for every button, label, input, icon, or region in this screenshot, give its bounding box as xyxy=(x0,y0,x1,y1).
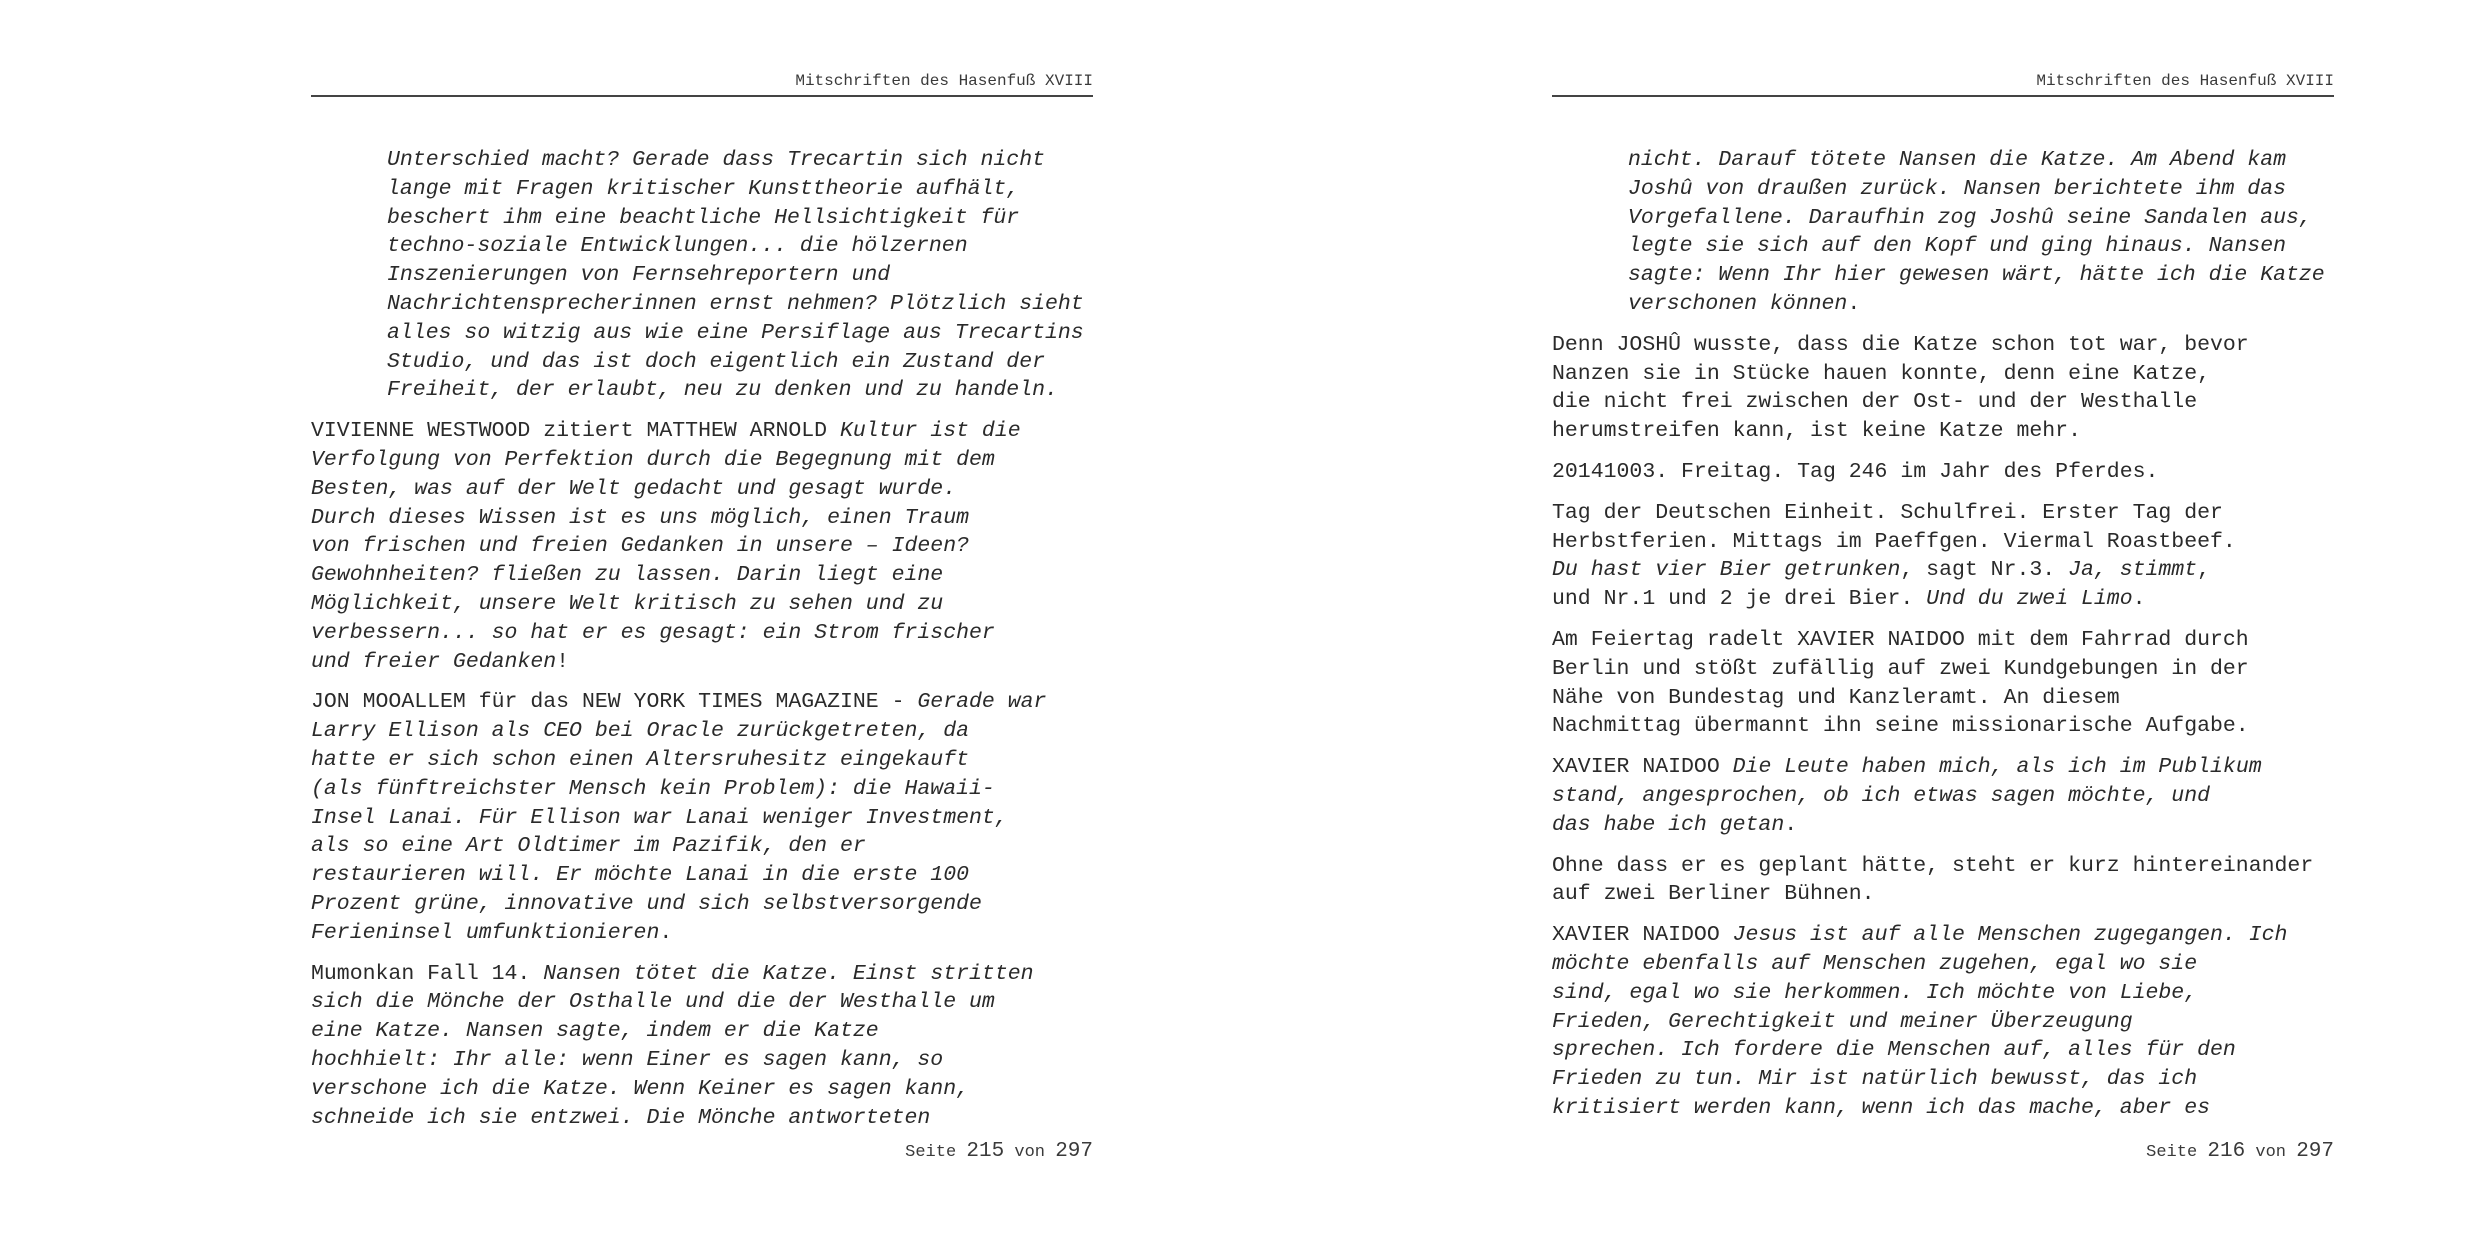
italic-text: und freier Gedanken xyxy=(311,649,557,674)
paragraph xyxy=(1552,458,2334,487)
text-segment: . xyxy=(659,920,673,945)
text-line xyxy=(311,475,1093,504)
text-line xyxy=(1628,204,2334,233)
italic-text: Unterschied macht? Gerade dass Trecartin sich nicht xyxy=(387,148,1046,172)
italic-text: Besten, was auf der Welt gedacht und gesagt wurde. xyxy=(311,476,957,501)
italic-text: kritisiert werden kann, wenn ich das mache, aber es xyxy=(1552,1095,2211,1120)
italic-text: restaurieren will. Er möchte Lanai in die erste 100 xyxy=(311,863,970,888)
text-line xyxy=(387,261,1093,290)
text-segment: Berlin und stößt zufällig auf zwei Kundgebungen in der xyxy=(1552,656,2249,681)
italic-text: alles so witzig aus wie eine Persiflage aus Trecartins xyxy=(387,320,1084,345)
text-line xyxy=(1552,782,2334,811)
italic-text: das habe ich getan xyxy=(1552,812,1785,837)
italic-text: als so eine Art Oldtimer im Pazifik, den er xyxy=(311,834,866,859)
text-line xyxy=(311,1104,1093,1133)
italic-text: Die Leute haben mich, als ich im Publikum xyxy=(1732,755,2262,780)
page-number: 215 xyxy=(966,1140,1005,1163)
italic-text: verbessern... so hat er es gesagt: ein Strom frischer xyxy=(311,620,995,645)
italic-text: techno-soziale Entwicklungen... die hölzernen xyxy=(387,234,968,259)
italic-text: hatte er sich schon einen Altersruhesitz eingekauft xyxy=(311,747,970,772)
text-segment: ! xyxy=(556,649,570,674)
text-line xyxy=(1628,261,2334,290)
text-line xyxy=(1552,753,2334,782)
footer-seite-label: Seite xyxy=(905,1143,957,1162)
text-segment: auf zwei Berliner Bühnen. xyxy=(1552,882,1875,907)
italic-text: sind, egal wo sie herkommen. Ich möchte von Liebe, xyxy=(1552,980,2198,1005)
italic-text: Vorgefallene. Daraufhin zog Joshû seine Sandalen aus, xyxy=(1628,205,2312,230)
paragraph xyxy=(1552,626,2334,741)
italic-text: Inszenierungen von Fernsehreportern und xyxy=(387,263,891,288)
text-line xyxy=(387,348,1093,377)
text-line xyxy=(311,590,1093,619)
text-segment: Denn JOSHÛ wusste, dass die Katze schon tot war, bevor xyxy=(1552,332,2249,357)
text-segment: und Nr.1 und 2 je drei Bier. xyxy=(1552,587,1927,612)
text-line xyxy=(1552,950,2334,979)
text-line xyxy=(387,290,1093,319)
text-line xyxy=(1552,852,2334,881)
text-line xyxy=(1552,921,2334,950)
text-segment: . xyxy=(1784,812,1798,837)
italic-text: Larry Ellison als CEO bei Oracle zurückgetreten, da xyxy=(311,719,970,744)
page-body xyxy=(1552,146,2334,1135)
italic-text: Gerade war xyxy=(917,690,1047,715)
paragraph xyxy=(311,146,1093,405)
italic-text: stand, angesprochen, ob ich etwas sagen möchte, und xyxy=(1552,783,2211,808)
italic-text: (als fünftreichster Mensch kein Problem): die Hawaii- xyxy=(311,776,995,801)
text-line xyxy=(1552,1065,2334,1094)
text-line xyxy=(387,319,1093,348)
text-line xyxy=(311,1017,1093,1046)
text-line xyxy=(1552,655,2334,684)
italic-text: Studio, und das ist doch eigentlich ein Zustand der xyxy=(387,349,1046,374)
text-line xyxy=(1552,684,2334,713)
italic-text: Möglichkeit, unsere Welt kritisch zu sehen und zu xyxy=(311,591,944,616)
italic-text: Ferieninsel umfunktionieren xyxy=(311,920,660,945)
text-line xyxy=(1552,417,2334,446)
text-segment: Herbstferien. Mittags im Paeffgen. Viermal Roastbeef. xyxy=(1552,529,2236,554)
italic-text: Prozent grüne, innovative und sich selbstversorgende xyxy=(311,891,982,916)
left-page xyxy=(311,0,1093,1240)
text-line xyxy=(311,532,1093,561)
text-line xyxy=(387,232,1093,261)
text-line xyxy=(1552,626,2334,655)
italic-text: Joshû von draußen zurück. Nansen berichtete ihm das xyxy=(1628,176,2287,201)
text-line xyxy=(311,648,1093,677)
text-line xyxy=(311,619,1093,648)
text-segment: Nanzen sie in Stücke hauen konnte, denn eine Katze, xyxy=(1552,361,2211,386)
text-line xyxy=(311,717,1093,746)
footer-von-label: von xyxy=(2255,1143,2286,1162)
page-body xyxy=(311,146,1093,1144)
text-segment: 20141003. Freitag. Tag 246 im Jahr des Pferdes. xyxy=(1552,459,2159,484)
footer-von-label: von xyxy=(1014,1143,1045,1162)
text-line xyxy=(1552,585,2334,614)
paragraph xyxy=(1552,146,2334,319)
text-line xyxy=(311,1075,1093,1104)
text-segment: Mumonkan Fall 14. xyxy=(311,961,544,986)
text-line xyxy=(311,861,1093,890)
text-segment: Ohne dass er es geplant hätte, steht er kurz hintereinander xyxy=(1552,853,2314,878)
italic-text: Du hast vier Bier getrunken xyxy=(1552,558,1901,583)
text-line xyxy=(1628,232,2334,261)
italic-text: Nachrichtensprecherinnen ernst nehmen? Plötzlich sieht xyxy=(387,291,1084,316)
italic-text: sprechen. Ich fordere die Menschen auf, alles für den xyxy=(1552,1038,2236,1063)
paragraph xyxy=(1552,753,2334,839)
text-line xyxy=(1552,712,2334,741)
italic-text: Gewohnheiten? fließen zu lassen. Darin liegt eine xyxy=(311,563,944,588)
italic-text: Ja, stimmt xyxy=(2068,558,2198,583)
text-line xyxy=(311,804,1093,833)
text-line xyxy=(1552,979,2334,1008)
text-segment: JON MOOALLEM für das NEW YORK TIMES MAGAZINE - xyxy=(311,690,918,715)
italic-text: sagte: Wenn Ihr hier gewesen wärt, hätte ich die Katze xyxy=(1628,263,2325,288)
paragraph xyxy=(1552,499,2334,614)
page-number: 216 xyxy=(2207,1140,2246,1163)
italic-text: verschone ich die Katze. Wenn Keiner es sagen kann, xyxy=(311,1076,970,1101)
text-segment: , sagt Nr.3. xyxy=(1900,558,2069,583)
text-segment: Am Feiertag radelt XAVIER NAIDOO mit dem Fahrrad durch xyxy=(1552,627,2249,652)
paragraph xyxy=(311,960,1093,1133)
running-header: Mitschriften des Hasenfuß XVIII xyxy=(1552,72,2334,97)
text-line xyxy=(311,504,1093,533)
text-segment: Nähe von Bundestag und Kanzleramt. An diesem xyxy=(1552,685,2120,710)
text-line xyxy=(1628,290,2334,319)
text-line xyxy=(311,960,1093,989)
text-segment: Nachmittag übermannt ihn seine missionarische Aufgabe. xyxy=(1552,714,2249,739)
text-segment: herumstreifen kann, ist keine Katze mehr. xyxy=(1552,419,2081,444)
text-line xyxy=(1552,528,2334,557)
text-line xyxy=(311,746,1093,775)
page-footer xyxy=(1552,1140,2334,1163)
text-line xyxy=(311,890,1093,919)
right-page xyxy=(1552,0,2334,1240)
text-line xyxy=(311,417,1093,446)
text-segment: XAVIER NAIDOO xyxy=(1552,923,1733,948)
text-line xyxy=(1628,175,2334,204)
italic-text: Verfolgung von Perfektion durch die Begegnung mit dem xyxy=(311,447,995,472)
page-total: 297 xyxy=(2296,1140,2334,1163)
text-line xyxy=(1552,1036,2334,1065)
paragraph xyxy=(1552,852,2334,910)
italic-text: legte sie sich auf den Kopf und ging hinaus. Nansen xyxy=(1628,234,2287,259)
italic-text: Freiheit, der erlaubt, neu zu denken und zu handeln. xyxy=(387,378,1058,403)
text-line xyxy=(311,561,1093,590)
italic-text: lange mit Fragen kritischer Kunsttheorie aufhält, xyxy=(387,176,1020,201)
paragraph xyxy=(1552,331,2334,446)
text-segment: XAVIER NAIDOO xyxy=(1552,755,1733,780)
italic-text: hochhielt: Ihr alle: wenn Einer es sagen kann, so xyxy=(311,1047,944,1072)
italic-text: von frischen und freien Gedanken in unsere – Ideen? xyxy=(311,534,970,559)
text-line xyxy=(387,204,1093,233)
italic-text: Frieden, Gerechtigkeit und meiner Überzeugung xyxy=(1552,1009,2133,1034)
text-line xyxy=(311,775,1093,804)
text-segment: die nicht frei zwischen der Ost- und der Westhalle xyxy=(1552,390,2198,415)
text-line xyxy=(311,988,1093,1017)
italic-text: Frieden zu tun. Mir ist natürlich bewusst, das ich xyxy=(1552,1067,2198,1092)
italic-text: verschonen können xyxy=(1628,291,1848,316)
text-line xyxy=(1552,556,2334,585)
italic-text: Jesus ist auf alle Menschen zugegangen. Ich xyxy=(1732,923,2288,948)
italic-text: nicht. Darauf tötete Nansen die Katze. Am Abend kam xyxy=(1628,148,2287,172)
italic-text: Insel Lanai. Für Ellison war Lanai weniger Investment, xyxy=(311,805,1008,830)
page-total: 297 xyxy=(1055,1140,1093,1163)
text-line xyxy=(311,919,1093,948)
text-line xyxy=(1552,1094,2334,1123)
italic-text: schneide ich sie entzwei. Die Mönche antworteten xyxy=(311,1105,931,1130)
paragraph xyxy=(311,688,1093,947)
text-line xyxy=(1552,1008,2334,1037)
page-footer xyxy=(311,1140,1093,1163)
italic-text: eine Katze. Nansen sagte, indem er die Katze xyxy=(311,1019,879,1044)
text-line xyxy=(387,376,1093,405)
text-segment: . xyxy=(1847,291,1861,316)
text-segment: , xyxy=(2197,558,2211,583)
italic-text: beschert ihm eine beachtliche Hellsichtigkeit für xyxy=(387,205,1020,230)
text-line xyxy=(387,175,1093,204)
italic-text: Und du zwei Limo xyxy=(1926,587,2133,612)
text-segment: Tag der Deutschen Einheit. Schulfrei. Erster Tag der xyxy=(1552,500,2223,525)
text-line xyxy=(1552,331,2334,360)
text-line xyxy=(1552,458,2334,487)
text-line xyxy=(1552,880,2334,909)
text-line xyxy=(311,1046,1093,1075)
paragraph xyxy=(1552,921,2334,1123)
text-line xyxy=(1628,146,2334,175)
text-line xyxy=(311,446,1093,475)
text-line xyxy=(311,832,1093,861)
text-line xyxy=(387,146,1093,175)
text-line xyxy=(1552,811,2334,840)
footer-seite-label: Seite xyxy=(2146,1143,2198,1162)
italic-text: möchte ebenfalls auf Menschen zugehen, egal wo sie xyxy=(1552,951,2198,976)
text-segment: VIVIENNE WESTWOOD zitiert MATTHEW ARNOLD xyxy=(311,419,840,444)
text-line xyxy=(1552,360,2334,389)
text-line xyxy=(311,688,1093,717)
text-line xyxy=(1552,388,2334,417)
text-segment: . xyxy=(2132,587,2146,612)
italic-text: Nansen tötet die Katze. Einst stritten xyxy=(543,961,1034,986)
italic-text: Durch dieses Wissen ist es uns möglich, einen Traum xyxy=(311,505,970,530)
italic-text: sich die Mönche der Osthalle und die der Westhalle um xyxy=(311,990,995,1015)
running-header: Mitschriften des Hasenfuß XVIII xyxy=(311,72,1093,97)
text-line xyxy=(1552,499,2334,528)
paragraph xyxy=(311,417,1093,676)
italic-text: Kultur ist die xyxy=(840,419,1021,444)
